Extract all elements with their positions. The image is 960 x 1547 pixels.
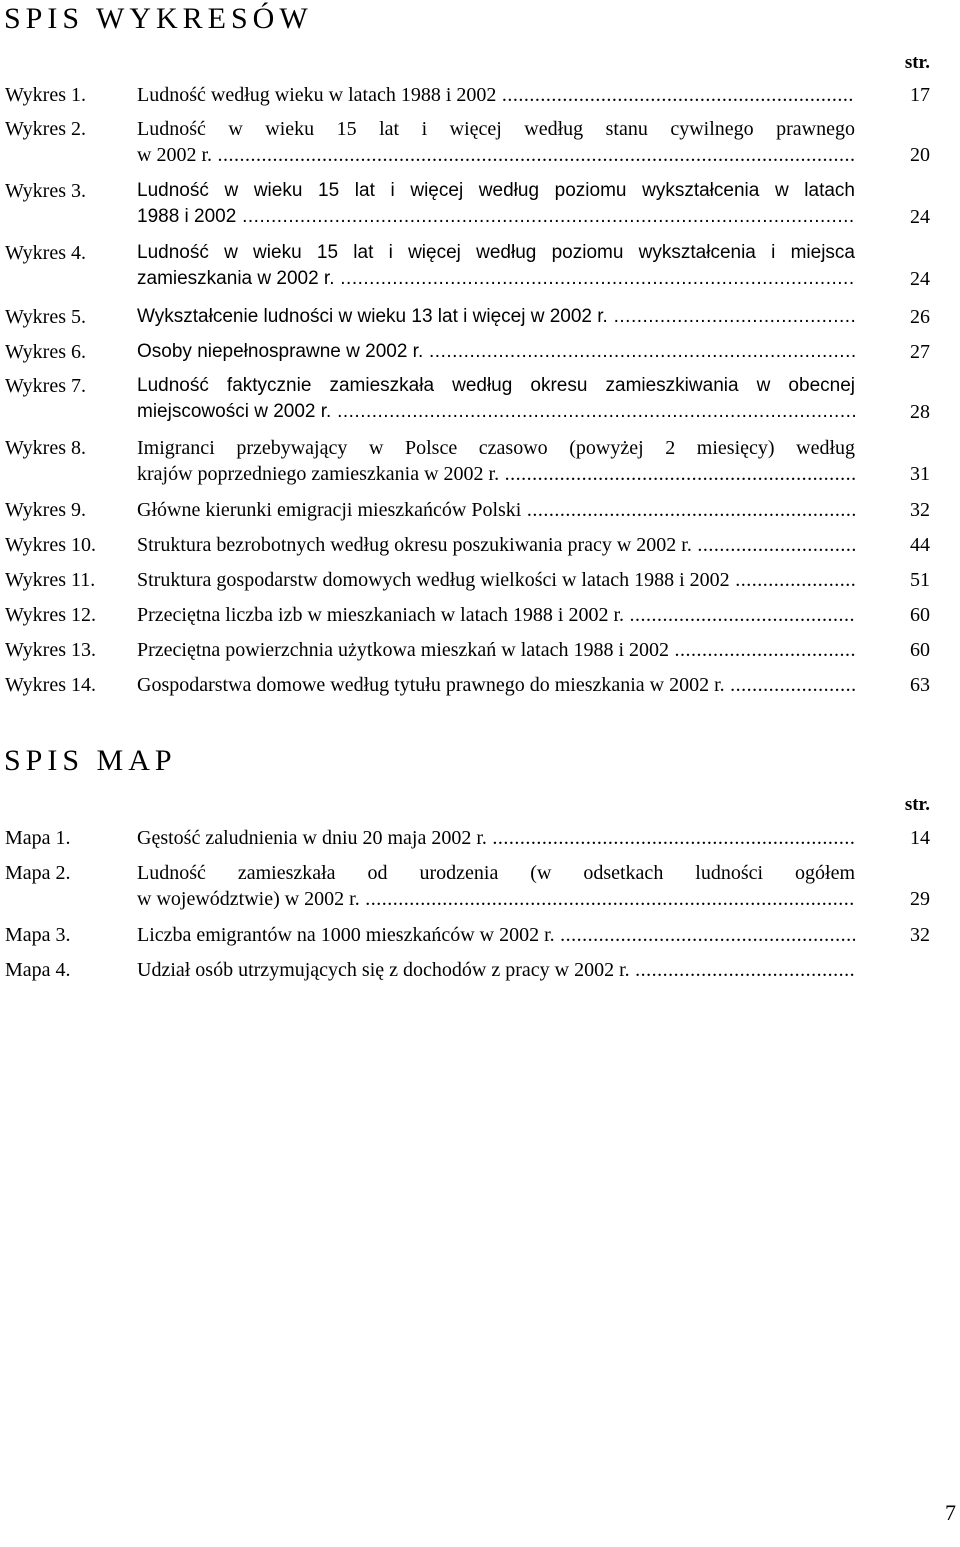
entry-page-number: 44 xyxy=(910,534,930,556)
toc-entry[interactable] xyxy=(5,825,930,851)
entry-number: Wykres 14. xyxy=(5,674,96,696)
entry-page-number: 17 xyxy=(910,84,930,106)
entry-title-line: Struktura gospodarstw domowych według wielkości w latach 1988 i 2002 ..... xyxy=(137,567,855,593)
entry-title xyxy=(137,825,855,851)
entry-page-number: 26 xyxy=(910,306,930,328)
entry-title xyxy=(137,497,855,523)
entry-number: Wykres 9. xyxy=(5,499,86,521)
page-number: 7 xyxy=(945,1500,956,1525)
toc-entry[interactable] xyxy=(5,860,930,912)
entry-title-line: Imigranci przebywający w Polsce czasowo (powyżej 2 miesięcy) według xyxy=(137,437,855,459)
entry-number: Wykres 11. xyxy=(5,569,96,591)
entry-page-number: 20 xyxy=(910,144,930,166)
entry-page-number: 29 xyxy=(910,888,930,910)
entry-page-number: 32 xyxy=(910,499,930,521)
entry-page-number: 24 xyxy=(910,268,930,290)
entry-number: Wykres 12. xyxy=(5,604,96,626)
entry-title xyxy=(137,435,855,487)
toc-entry[interactable] xyxy=(5,957,930,983)
toc-entry[interactable] xyxy=(5,497,930,523)
entry-number: Wykres 6. xyxy=(5,341,86,363)
entry-title-line: miejscowości w 2002 r. ..... xyxy=(137,399,855,425)
entry-title xyxy=(137,116,855,168)
entry-number: Wykres 13. xyxy=(5,639,96,661)
entry-title-line: 1988 i 2002 ..... xyxy=(137,204,855,230)
entry-title xyxy=(137,860,855,912)
entry-title xyxy=(137,957,855,983)
entry-title-line: Liczba emigrantów na 1000 mieszkańców w 2002 r. ..... xyxy=(137,922,855,948)
entry-title-line: Osoby niepełnosprawne w 2002 r. ..... xyxy=(137,339,855,365)
entry-number: Wykres 10. xyxy=(5,534,96,556)
entry-title xyxy=(137,373,855,425)
entry-number: Wykres 8. xyxy=(5,437,86,459)
entry-title-line: Wykształcenie ludności w wieku 13 lat i więcej w 2002 r. ..... xyxy=(137,304,855,330)
toc-entry[interactable] xyxy=(5,339,930,365)
entry-title xyxy=(137,240,855,292)
entry-number: Mapa 1. xyxy=(5,827,71,849)
entry-title xyxy=(137,567,855,593)
entry-title-line: Gospodarstwa domowe według tytułu prawnego do mieszkania w 2002 r. ..... xyxy=(137,672,855,698)
entry-title-line: Udział osób utrzymujących się z dochodów z pracy w 2002 r. ..... xyxy=(137,957,855,983)
page-column-header: str. xyxy=(904,52,930,73)
entry-title-line: zamieszkania w 2002 r. ..... xyxy=(137,266,855,292)
entry-title xyxy=(137,304,855,330)
entry-title xyxy=(137,178,855,230)
entry-title xyxy=(137,339,855,365)
entry-title-line: Ludność w wieku 15 lat i więcej według poziomu wykształcenia w latach xyxy=(137,180,855,201)
entry-page-number: 31 xyxy=(910,463,930,485)
toc-entry[interactable] xyxy=(5,672,930,698)
entry-number: Mapa 4. xyxy=(5,959,71,981)
entry-page-number: 14 xyxy=(910,827,930,849)
entry-page-number: 28 xyxy=(910,401,930,423)
toc-entry[interactable] xyxy=(5,602,930,628)
charts-list-title: SPIS WYKRESÓW xyxy=(4,2,313,35)
entry-page-number: 60 xyxy=(910,604,930,626)
entry-title-line: Gęstość zaludnienia w dniu 20 maja 2002 r. ..... xyxy=(137,825,855,851)
page-column-header: str. xyxy=(904,794,930,815)
entry-title-line: w województwie) w 2002 r. ..... xyxy=(137,886,855,912)
entry-title xyxy=(137,672,855,698)
entry-number: Mapa 3. xyxy=(5,924,71,946)
toc-entry[interactable] xyxy=(5,922,930,948)
entry-number: Wykres 4. xyxy=(5,242,86,264)
entry-title-line: Główne kierunki emigracji mieszkańców Polski ..... xyxy=(137,497,855,523)
entry-page-number: 60 xyxy=(910,639,930,661)
toc-entry[interactable] xyxy=(5,567,930,593)
toc-entry[interactable] xyxy=(5,178,930,230)
toc-entry[interactable] xyxy=(5,532,930,558)
toc-entry[interactable] xyxy=(5,82,930,108)
entry-number: Wykres 3. xyxy=(5,180,86,202)
toc-entry[interactable] xyxy=(5,240,930,292)
toc-entry[interactable] xyxy=(5,637,930,663)
entry-page-number: 63 xyxy=(910,674,930,696)
entry-title-line: Struktura bezrobotnych według okresu poszukiwania pracy w 2002 r. ..... xyxy=(137,532,855,558)
maps-list-title: SPIS MAP xyxy=(4,744,177,777)
entry-title-line: Przeciętna powierzchnia użytkowa mieszkań w latach 1988 i 2002 ..... xyxy=(137,637,855,663)
entry-title xyxy=(137,82,855,108)
entry-title xyxy=(137,922,855,948)
entry-number: Wykres 2. xyxy=(5,118,86,140)
toc-entry[interactable] xyxy=(5,304,930,330)
entry-title-line: krajów poprzedniego zamieszkania w 2002 r. ..... xyxy=(137,461,855,487)
entry-page-number: 24 xyxy=(910,206,930,228)
entry-title xyxy=(137,602,855,628)
entry-number: Mapa 2. xyxy=(5,862,71,884)
entry-title-line: Ludność według wieku w latach 1988 i 2002 ..... xyxy=(137,82,855,108)
entry-title xyxy=(137,532,855,558)
toc-entry[interactable] xyxy=(5,116,930,168)
entry-title-line: Przeciętna liczba izb w mieszkaniach w latach 1988 i 2002 r. ..... xyxy=(137,602,855,628)
entry-number: Wykres 7. xyxy=(5,375,86,397)
entry-title-line: Ludność faktycznie zamieszkała według okresu zamieszkiwania w obecnej xyxy=(137,375,855,396)
entry-title-line: w 2002 r. ..... xyxy=(137,142,855,168)
entry-title-line: Ludność w wieku 15 lat i więcej według poziomu wykształcenia i miejsca xyxy=(137,242,855,263)
entry-number: Wykres 1. xyxy=(5,84,86,106)
toc-entry[interactable] xyxy=(5,373,930,425)
entry-page-number: 27 xyxy=(910,341,930,363)
toc-entry[interactable] xyxy=(5,435,930,487)
entry-page-number: 32 xyxy=(910,924,930,946)
entry-page-number: 51 xyxy=(910,569,930,591)
entry-number: Wykres 5. xyxy=(5,306,86,328)
entry-title-line: Ludność w wieku 15 lat i więcej według stanu cywilnego prawnego xyxy=(137,118,855,140)
entry-title xyxy=(137,637,855,663)
entry-title-line: Ludność zamieszkała od urodzenia (w odsetkach ludności ogółem xyxy=(137,862,855,884)
